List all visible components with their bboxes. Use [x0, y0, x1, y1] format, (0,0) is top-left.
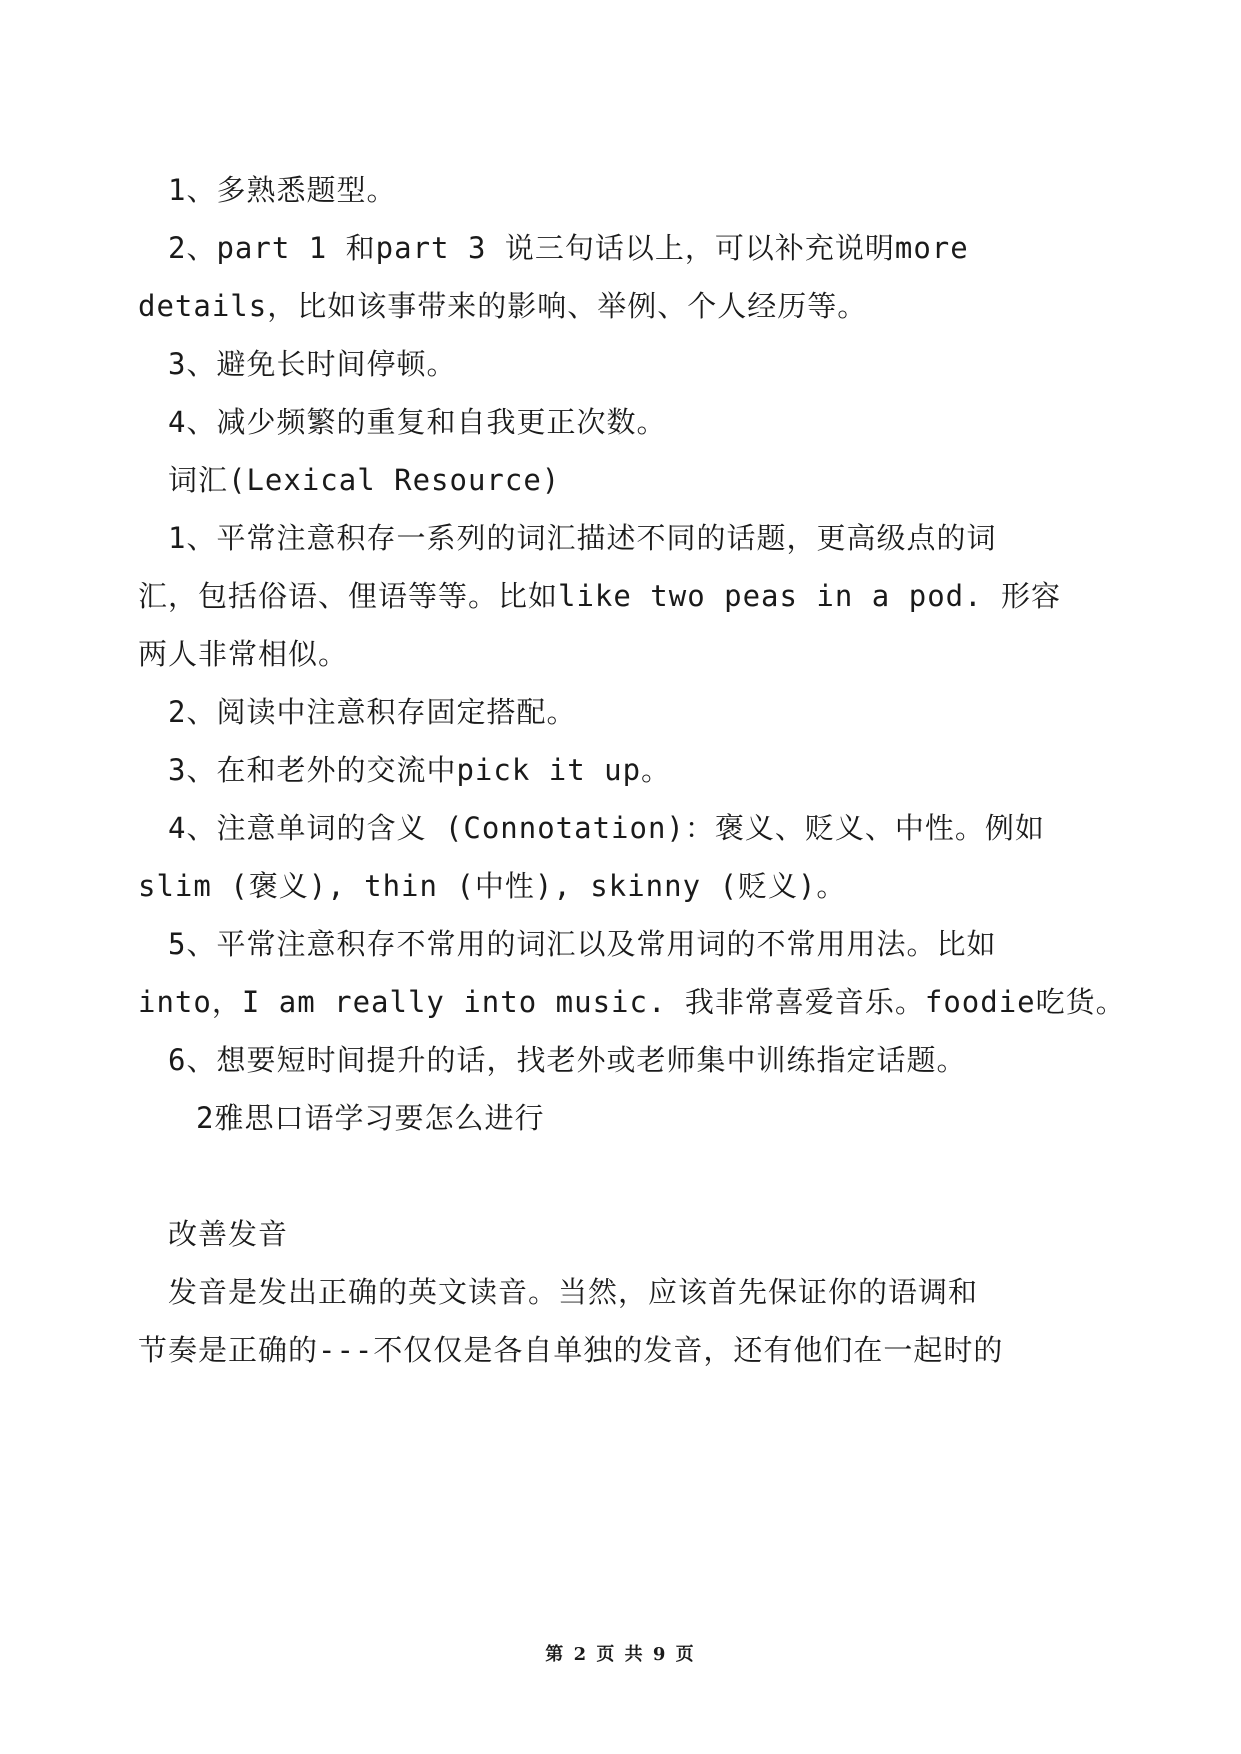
section-title: 2雅思口语学习要怎么进行	[196, 1101, 545, 1135]
paragraph-line: 3、在和老外的交流中pick it up。	[168, 753, 672, 787]
paragraph-line: 3、避免长时间停顿。	[168, 347, 457, 381]
paragraph-line: 6、想要短时间提升的话，找老外或老师集中训练指定话题。	[168, 1043, 967, 1077]
paragraph-line: 2、part 1 和part 3 说三句话以上，可以补充说明more	[168, 231, 969, 265]
paragraph-line: slim (褒义), thin (中性), skinny (贬义)。	[138, 869, 847, 903]
section-heading: 词汇(Lexical Resource)	[168, 463, 561, 497]
paragraph-line: 节奏是正确的---不仅仅是各自单独的发音，还有他们在一起时的	[138, 1333, 1004, 1367]
page-footer: 第 2 页 共 9 页	[545, 1644, 696, 1665]
paragraph-line: 1、平常注意积存一系列的词汇描述不同的话题，更高级点的词	[168, 521, 997, 555]
section-heading: 改善发音	[168, 1217, 289, 1251]
paragraph-line: 2、阅读中注意积存固定搭配。	[168, 695, 577, 729]
paragraph-line: 1、多熟悉题型。	[168, 173, 397, 207]
paragraph-line: 发音是发出正确的英文读音。当然，应该首先保证你的语调和	[168, 1275, 979, 1309]
paragraph-line: into，I am really into music. 我非常喜爱音乐。foodie吃货。	[138, 985, 1126, 1019]
paragraph-line: 汇，包括俗语、俚语等等。比如like two peas in a pod. 形容	[138, 579, 1062, 613]
paragraph-line: 4、减少频繁的重复和自我更正次数。	[168, 405, 667, 439]
paragraph-line: 4、注意单词的含义 (Connotation)：褒义、贬义、中性。例如	[168, 811, 1045, 845]
paragraph-line: 两人非常相似。	[138, 637, 349, 671]
paragraph-line: details，比如该事带来的影响、举例、个人经历等。	[138, 289, 868, 323]
paragraph-line: 5、平常注意积存不常用的词汇以及常用词的不常用用法。比如	[168, 927, 997, 961]
